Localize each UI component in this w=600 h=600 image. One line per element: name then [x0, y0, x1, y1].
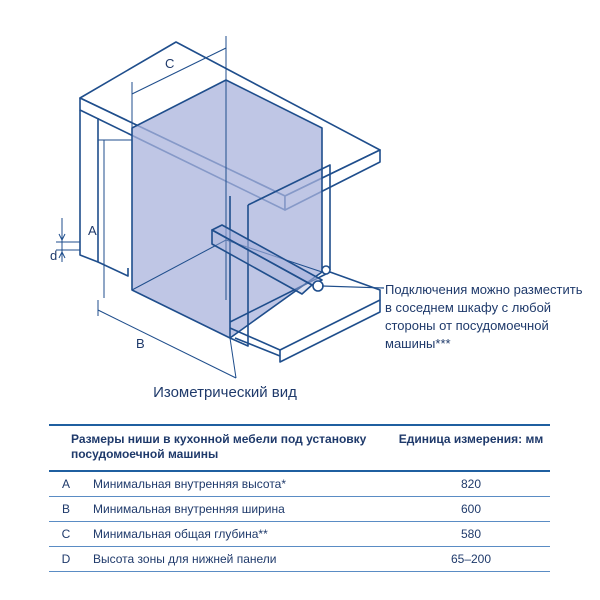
dim-d-label: d [50, 248, 58, 263]
table-row [49, 522, 550, 547]
row-code: A [49, 471, 83, 497]
row-name: Высота зоны для нижней панели [83, 547, 392, 572]
row-code: C [49, 522, 83, 547]
row-value: 65–200 [392, 547, 550, 572]
row-value: 600 [392, 497, 550, 522]
row-name: Минимальная общая глубина** [83, 522, 392, 547]
dim-a-label: A [88, 223, 97, 238]
table-row [49, 497, 550, 522]
connection-port [313, 281, 323, 291]
header-unit: Единица измерения: мм [392, 425, 550, 471]
row-code: B [49, 497, 83, 522]
row-value: 820 [392, 471, 550, 497]
header-parameter: Размеры ниши в кухонной мебели под установку посудомоечной машины [49, 425, 392, 471]
table-header-row [49, 425, 550, 471]
row-name: Минимальная внутренняя высота* [83, 471, 392, 497]
niche-dimensions-table [49, 424, 550, 572]
diagram-caption: Изометрический вид [153, 384, 297, 401]
dim-b-label: B [136, 336, 145, 351]
table-row [49, 471, 550, 497]
row-code: D [49, 547, 83, 572]
row-value: 580 [392, 522, 550, 547]
dim-c-label: C [165, 56, 175, 71]
niche-volume [132, 80, 322, 338]
connection-callout: Подключения можно разместить в соседнем шкафу с любой стороны от посудомоечной машины*** [385, 282, 583, 351]
left-panel [80, 110, 98, 262]
callout-leader [322, 286, 384, 288]
row-name: Минимальная внутренняя ширина [83, 497, 392, 522]
table-row [49, 547, 550, 572]
